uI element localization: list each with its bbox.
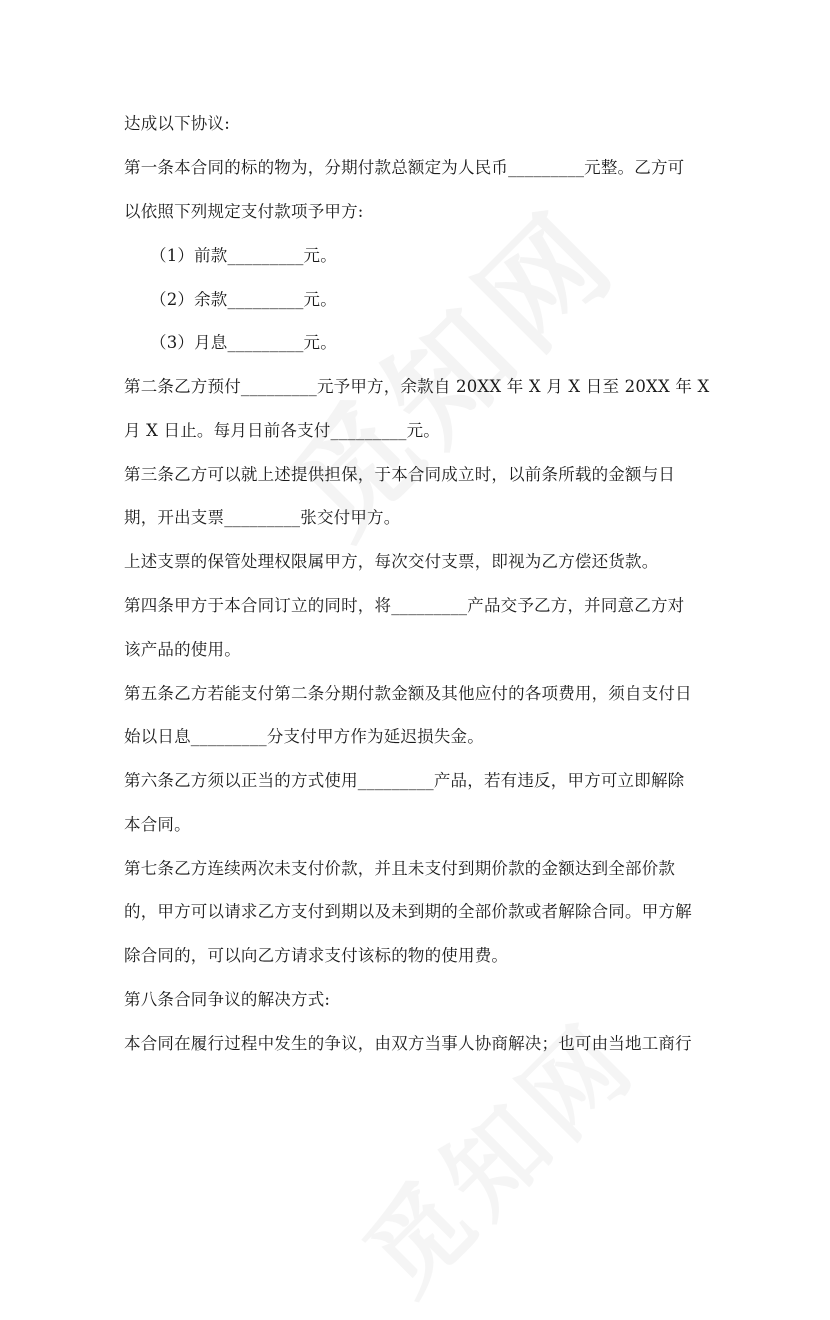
text-line: 第五条乙方若能支付第二条分期付款金额及其他应付的各项费用，须自支付日 (124, 684, 692, 703)
text-line: 月 X 日止。每月日前各支付_________元。 (124, 421, 440, 440)
list-item: （1）前款_________元。 (150, 246, 337, 265)
text-line: 第四条甲方于本合同订立的同时，将_________产品交予乙方，并同意乙方对 (124, 596, 685, 615)
text-line: 本合同。 (124, 815, 191, 834)
text-line: 第三条乙方可以就上述提供担保，于本合同成立时，以前条所载的金额与日 (124, 465, 676, 484)
text-line: 的，甲方可以请求乙方支付到期以及未到期的全部价款或者解除合同。甲方解 (124, 902, 692, 921)
text-line: 始以日息_________分支付甲方作为延迟损失金。 (124, 727, 484, 746)
text-line: 上述支票的保管处理权限属甲方，每次交付支票，即视为乙方偿还货款。 (124, 552, 659, 571)
text-line: 达成以下协议: (124, 114, 230, 133)
text-line: 本合同在履行过程中发生的争议，由双方当事人协商解决；也可由当地工商行 (124, 1034, 692, 1053)
text-line: 除合同的，可以向乙方请求支付该标的物的使用费。 (124, 946, 509, 965)
text-line: 第二条乙方预付_________元予甲方，余款自 20XX 年 X 月 X 日至 20XX 年 X (124, 377, 710, 396)
text-line: 以依照下列规定支付款项予甲方: (124, 202, 364, 221)
text-line: 第七条乙方连续两次未支付价款，并且未支付到期价款的金额达到全部价款 (124, 859, 676, 878)
list-item: （3）月息_________元。 (150, 333, 337, 352)
list-item: （2）余款_________元。 (150, 290, 337, 309)
text-line: 第六条乙方须以正当的方式使用_________产品，若有违反，甲方可立即解除 (124, 771, 685, 790)
text-line: 第一条本合同的标的物为，分期付款总额定为人民币_________元整。乙方可 (124, 158, 685, 177)
text-line: 第八条合同争议的解决方式: (124, 990, 331, 1009)
text-line: 该产品的使用。 (124, 640, 241, 659)
text-line: 期，开出支票_________张交付甲方。 (124, 508, 401, 527)
